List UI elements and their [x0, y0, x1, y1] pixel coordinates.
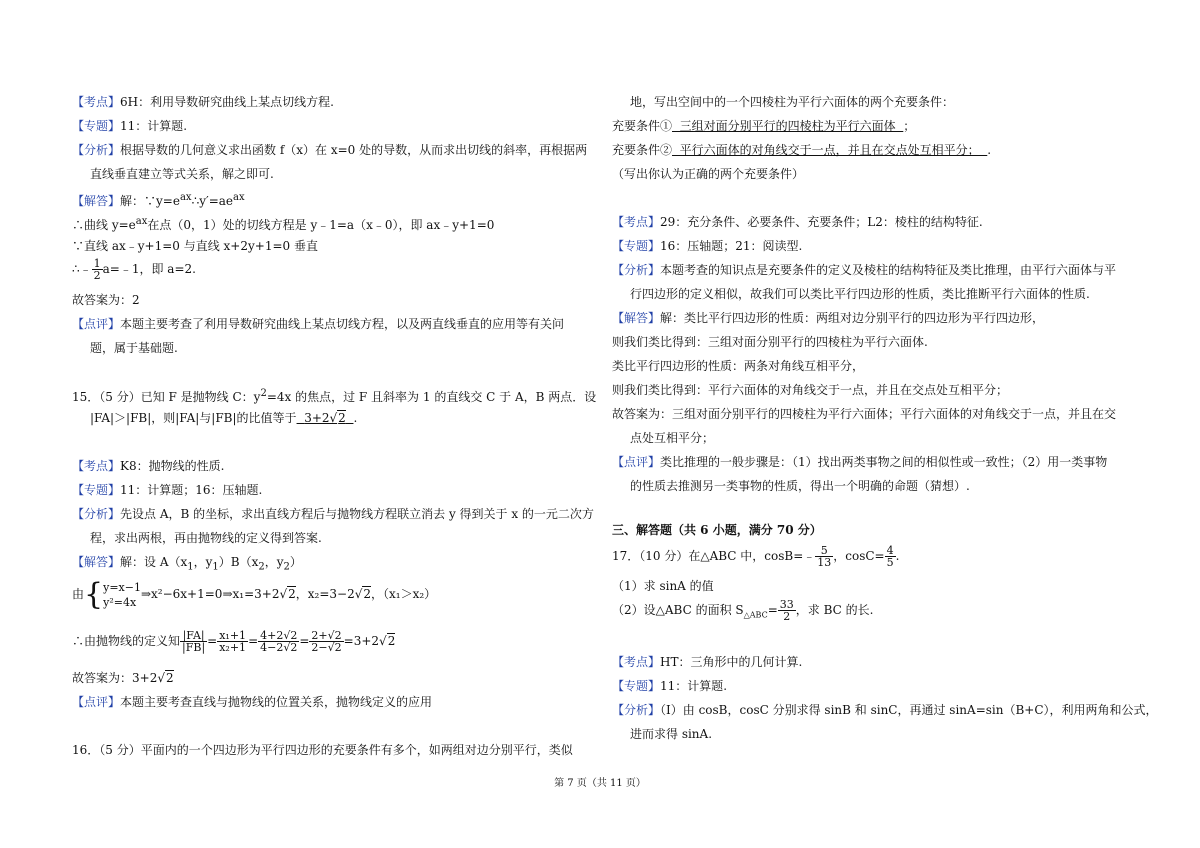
system-row-1: y=x−1: [103, 580, 141, 594]
numerator: 4+2√2: [260, 629, 298, 642]
slope-post: a=﹣1，即 a=2.: [102, 262, 196, 276]
question-15: [72, 386, 596, 405]
condition-2-answer: 平行六面体的对角线交于一点，并且在交点处互相平分；: [672, 143, 988, 157]
zhuanti-tag: 【专题】: [72, 483, 121, 497]
denominator: 13: [817, 556, 832, 569]
dianping-line-15: [72, 694, 432, 710]
q15-text-a: 15．（5 分）已知 F 是抛物线 C：y: [72, 390, 261, 404]
dianping-line-16-2: [612, 478, 970, 494]
subscript: 1: [212, 561, 219, 573]
kaodian-text: 29：充分条件、必要条件、充要条件；L2：棱柱的结构特征.: [660, 215, 983, 229]
denominator: 5: [886, 556, 894, 569]
fraction: [92, 258, 103, 281]
denominator: 2−√2: [311, 641, 342, 654]
jieda-tag: 【解答】: [72, 194, 121, 208]
dianping-text-2: 题，属于基础题.: [90, 341, 178, 355]
zhuanti-line: [72, 118, 187, 134]
analogy-line-2: [612, 358, 864, 374]
fenxi-line-16-2: [612, 286, 1090, 302]
q15-text-c: |FA|＞|FB|，则|FA|与|FB|的比值等于: [90, 411, 297, 425]
section-heading-text: 三、解答题（共 6 小题，满分 70 分）: [612, 523, 822, 537]
condition-1-answer: 三组对面分别平行的四棱柱为平行六面体: [672, 119, 904, 133]
zhuanti-text: 11：计算题.: [120, 119, 188, 133]
kaodian-tag: 【考点】: [72, 459, 121, 473]
dianping-tag: 【点评】: [72, 317, 121, 331]
section-heading: [612, 522, 822, 538]
dianping-line-2: [72, 340, 178, 356]
jieda-text: 解：∵y=e: [120, 194, 180, 208]
dianping-tag: 【点评】: [72, 695, 121, 709]
numerator: 4: [886, 544, 894, 557]
analogy-text-2: 类比平行四边形的性质：两条对角线互相平分，: [612, 359, 865, 373]
zhuanti-line-15: [72, 482, 262, 498]
fraction: [778, 599, 796, 622]
numerator: 1: [93, 257, 101, 270]
q16-text: 16．（5 分）平面内的一个四边形为平行四边形的充要条件有多个，如两组对边分别平行，类似: [72, 743, 573, 757]
hint-line: [612, 166, 804, 182]
jieda-text-mid: ∴y′=ae: [191, 194, 234, 208]
zhuanti-text: 11：计算题.: [660, 679, 728, 693]
answer-text-2: 点处互相平分；: [630, 431, 715, 445]
q15-text-b: =4x 的焦点，过 F 且斜率为 1 的直线交 C 于 A，B 两点．设: [266, 390, 597, 404]
kaodian-tag: 【考点】: [72, 95, 121, 109]
jieda-text-part: ，y: [193, 555, 213, 569]
fraction: [885, 545, 896, 568]
q17-part-2: [612, 598, 873, 627]
fenxi-tag: 【分析】: [612, 703, 661, 717]
answer-line-16: [612, 406, 1116, 422]
jieda-text: 解：设 A（x: [120, 555, 188, 569]
jieda-line-16: [612, 310, 1044, 326]
perpendicular-text: ∵直线 ax﹣y+1=0 与直线 x+2y+1=0 垂直: [72, 239, 318, 253]
numerator: |FA|: [180, 630, 207, 642]
zhuanti-tag: 【专题】: [72, 119, 121, 133]
dianping-line: [72, 316, 564, 332]
condition-1: [612, 118, 915, 134]
jieda-text-part: ，y: [264, 555, 284, 569]
equals: =: [767, 603, 778, 617]
subscript: 2: [283, 561, 290, 573]
equals: =: [248, 634, 259, 648]
q17-part-2-pre: （2）设△ABC 的面积 S: [612, 603, 744, 617]
equals: =: [207, 634, 218, 648]
answer-line-16-2: [612, 430, 714, 446]
radicand: 2: [338, 411, 346, 425]
definition-pre: ∴由抛物线的定义知: [72, 634, 181, 648]
equals: =: [299, 634, 310, 648]
system-end: ，（x₁＞x₂）: [371, 587, 437, 601]
zhuanti-text: 16：压轴题；21：阅读型.: [660, 239, 803, 253]
equation-system: 由{ y=x−1 y²=4x ⇒x²−6x+1=0⇒x₁=3+2√2，x₂=3−2√2，（x₁＞x₂）: [72, 576, 437, 612]
condition-2: [612, 142, 991, 158]
zhuanti-line-17: [612, 678, 727, 694]
jieda-text-part: ）: [289, 555, 302, 569]
analogy-text-3: 则我们类比得到：平行六面体的对角线交于一点，并且在交点处互相平分；: [612, 383, 1009, 397]
fraction: [180, 630, 207, 653]
analogy-text-1: 则我们类比得到：三组对面分别平行的四棱柱为平行六面体.: [612, 335, 928, 349]
q17-part-1: [612, 578, 714, 594]
q16-continued-text: 地，写出空间中的一个四棱柱为平行六面体的两个充要条件：: [630, 95, 955, 109]
subscript: 1: [187, 561, 194, 573]
system-pre: 由: [72, 587, 85, 601]
tangent-rest: 在点（0，1）处的切线方程是 y﹣1=a（x﹣0），即 ax﹣y+1=0: [147, 218, 495, 232]
denominator: 2: [783, 610, 791, 623]
q16-continued: [612, 94, 954, 110]
zhuanti-text: 11：计算题；16：压轴题.: [120, 483, 263, 497]
radicand: 2: [387, 634, 396, 648]
q15-answer: 3+2√2: [304, 411, 346, 425]
question-17: [612, 544, 899, 568]
zhuanti-line-16: [612, 238, 802, 254]
condition-1-end: ；: [903, 119, 916, 133]
kaodian-line-17: [612, 654, 802, 670]
fenxi-line-2: [72, 166, 274, 182]
fraction: [217, 630, 248, 653]
condition-1-label: 充要条件①: [612, 119, 673, 133]
exponent: ax: [135, 216, 148, 227]
question-15-line-2: [72, 410, 357, 426]
q17-pre: 17．（10 分）在△ABC 中，cosB=﹣: [612, 549, 816, 563]
denominator: x₂+1: [219, 641, 247, 654]
kaodian-line: [72, 94, 334, 110]
system-row-2: y²=4x: [103, 595, 137, 609]
fenxi-text-2: 程，求出两根，再由抛物线的定义得到答案.: [90, 531, 322, 545]
fenxi-text: 本题考查的知识点是充要条件的定义及棱柱的结构特征及类比推理，由平行六面体与平: [660, 263, 1117, 277]
jieda-tag: 【解答】: [612, 311, 661, 325]
jieda-tag: 【解答】: [72, 555, 121, 569]
fenxi-text: 根据导数的几何意义求出函数 f（x）在 x=0 处的导数，从而求出切线的斜率，再根据两: [120, 143, 588, 157]
q17-end: .: [895, 549, 900, 563]
dianping-text: 类比推理的一般步骤是：（1）找出两类事物之间的相似性或一致性；（2）用一类事物: [660, 455, 1108, 469]
slope-line: [72, 258, 196, 281]
numerator: x₁+1: [219, 629, 247, 642]
brace: {: [84, 576, 104, 612]
kaodian-tag: 【考点】: [612, 655, 661, 669]
q15-end: .: [353, 411, 358, 425]
q17-part-1-text: （1）求 sinA 的值: [612, 579, 714, 593]
fenxi-line: [72, 142, 587, 158]
fraction: [309, 630, 343, 653]
condition-2-label: 充要条件②: [612, 143, 673, 157]
numerator: 33: [779, 598, 794, 611]
exponent: ax: [179, 192, 192, 203]
fenxi-tag: 【分析】: [72, 143, 121, 157]
answer-line: [72, 292, 140, 308]
kaodian-tag: 【考点】: [612, 215, 661, 229]
answer-text: 故答案为：三组对面分别平行的四棱柱为平行六面体；平行六面体的对角线交于一点，并且在交: [612, 407, 1117, 421]
slope-pre: ∴﹣: [72, 262, 92, 276]
page-footer: 第 7 页（共 11 页）: [554, 778, 646, 789]
condition-2-end: .: [987, 143, 992, 157]
system-mid: ，x₂=3−2: [295, 587, 355, 601]
tangent-line: [72, 214, 494, 233]
radicand: 2: [363, 587, 372, 601]
radicand: 2: [288, 587, 296, 601]
tangent-text: ∴曲线 y=e: [72, 218, 136, 232]
dianping-text: 本题主要考查了利用导数研究曲线上某点切线方程，以及两直线垂直的应用等有关问: [120, 317, 565, 331]
dianping-tag: 【点评】: [612, 455, 661, 469]
fenxi-line-15-2: [72, 530, 322, 546]
fenxi-text: 先设点 A，B 的坐标，求出直线方程后与抛物线方程联立消去 y 得到关于 x 的一元二次方: [120, 507, 594, 521]
kaodian-line-15: [72, 458, 224, 474]
jieda-text: 解：类比平行四边形的性质：两组对边分别平行的四边形为平行四边形，: [660, 311, 1045, 325]
q17-part-2-end: ，求 BC 的长.: [795, 603, 874, 617]
answer-text: 故答案为：3+2: [72, 671, 158, 685]
q15-answer-text: 3+2: [304, 411, 330, 425]
fenxi-line-17: [612, 702, 1158, 718]
answer-line-15: 故答案为：3+2√2: [72, 671, 174, 685]
denominator: |FB|: [182, 641, 206, 654]
question-16: [72, 742, 573, 758]
fenxi-line-17-2: [612, 726, 712, 742]
subscript: 2: [258, 561, 265, 573]
jieda-line: [72, 190, 245, 209]
fenxi-tag: 【分析】: [612, 263, 661, 277]
exponent: 2: [260, 388, 267, 399]
zhuanti-tag: 【专题】: [612, 239, 661, 253]
fenxi-text-2: 行四边形的定义相似，故我们可以类比平行四边形的性质，类比推断平行六面体的性质.: [630, 287, 1090, 301]
fenxi-text-2: 进而求得 sinA.: [630, 727, 713, 741]
fenxi-line-16: [612, 262, 1116, 278]
fenxi-line-15: [72, 506, 594, 522]
hint-text: （写出你认为正确的两个充要条件）: [612, 167, 805, 181]
fraction: [258, 630, 299, 653]
analogy-line-3: [612, 382, 1008, 398]
kaodian-text: 6H：利用导数研究曲线上某点切线方程.: [120, 95, 334, 109]
q17-mid: ，cosC=: [833, 549, 885, 563]
kaodian-text: K8：抛物线的性质.: [120, 459, 225, 473]
answer-text: 故答案为：2: [72, 293, 140, 307]
dianping-line-16: [612, 454, 1107, 470]
exponent: ax: [233, 192, 245, 203]
analogy-line-1: [612, 334, 928, 350]
kaodian-text: HT：三角形中的几何计算.: [660, 655, 803, 669]
numerator: 2+√2: [311, 629, 342, 642]
kaodian-line-16: [612, 214, 983, 230]
fenxi-text-2: 直线垂直建立等式关系，解之即可.: [90, 167, 274, 181]
radicand: 2: [165, 671, 174, 685]
definition-line: ∴由抛物线的定义知 $\frac{|FA|}{|FB|}$ = $\frac{\text{x₁+1}}{\text{x₂+1}}$ = $\frac{4+2√2}{4-2√2}$ = $\frac{2+√2}{2-√2}$ =3+2√2: [72, 629, 396, 654]
jieda-line-15: [72, 554, 302, 575]
denominator: 4−2√2: [260, 641, 298, 654]
definition-end: =3+2: [343, 634, 380, 648]
fenxi-text: （Ⅰ）由 cosB，cosC 分别求得 sinB 和 sinC，再通过 sinA=sin（B+C），利用两角和公式，: [660, 703, 1158, 717]
subscript: △ABC: [743, 610, 768, 620]
dianping-text: 本题主要考查直线与抛物线的位置关系，抛物线定义的应用: [120, 695, 433, 709]
jieda-text-part: ）B（x: [218, 555, 259, 569]
dianping-text-2: 的性质去推测另一类事物的性质，得出一个明确的命题（猜想）.: [630, 479, 970, 493]
fenxi-tag: 【分析】: [72, 507, 121, 521]
system-rows: [103, 580, 141, 610]
numerator: 5: [815, 545, 833, 557]
zhuanti-tag: 【专题】: [612, 679, 661, 693]
fraction: [815, 545, 833, 568]
denominator: 2: [93, 269, 101, 282]
system-post: ⇒x²−6x+1=0⇒x₁=3+2: [140, 587, 280, 601]
perpendicular-line: [72, 238, 318, 254]
